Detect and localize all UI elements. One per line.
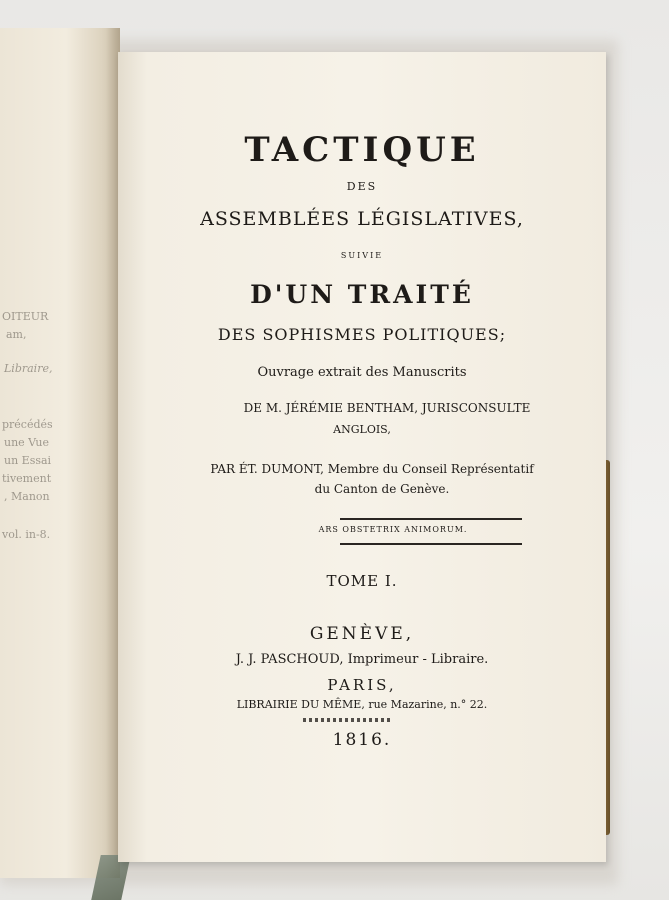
bleed-text: vol. in-8. [2, 528, 51, 541]
author-line-2: ANGLOIS, [333, 423, 391, 436]
motto-rule-top [340, 518, 522, 520]
bleed-text: une Vue [4, 436, 50, 449]
bleed-text: Libraire, [4, 362, 53, 375]
city-paris: PARIS, [327, 676, 397, 694]
subtitle-des: DES [346, 180, 378, 193]
motto-rule-bottom [340, 543, 522, 545]
bleed-text: am, [6, 328, 27, 341]
bleed-text: précédés [2, 418, 53, 431]
subtitle-assemblees: ASSEMBLÉES LÉGISLATIVES, [200, 208, 524, 230]
volume-number: TOME I. [326, 572, 398, 590]
bleed-text: un Essai [4, 454, 52, 467]
subtitle-sophismes: DES SOPHISMES POLITIQUES; [217, 325, 507, 344]
ornamental-rule [303, 718, 393, 722]
publication-year: 1816. [332, 730, 392, 750]
motto: ARS OBSTETRIX ANIMORUM. [318, 525, 468, 534]
editor-line-2: du Canton de Genève. [314, 482, 450, 496]
editor-line: PAR ÉT. DUMONT, Membre du Conseil Représentatif [210, 462, 534, 476]
author-line: DE M. JÉRÉMIE BENTHAM, JURISCONSULTE [243, 401, 531, 415]
bleed-text: , Manon [4, 490, 50, 503]
left-page [0, 28, 120, 878]
title-page-text [118, 52, 606, 862]
book-title: TACTIQUE [244, 130, 480, 170]
bleed-text: tivement [2, 472, 52, 485]
city-geneve: GENÈVE, [309, 624, 415, 644]
work-description: Ouvrage extrait des Manuscrits [257, 365, 467, 380]
subtitle-suivie: SUIVIE [340, 251, 384, 260]
bleed-text: OITEUR [2, 310, 49, 323]
subtitle-traite: D'UN TRAITÉ [250, 280, 474, 309]
publisher: J. J. PASCHOUD, Imprimeur - Libraire. [235, 652, 489, 667]
bookseller-address: LIBRAIRIE DU MÊME, rue Mazarine, n.° 22. [236, 698, 488, 711]
